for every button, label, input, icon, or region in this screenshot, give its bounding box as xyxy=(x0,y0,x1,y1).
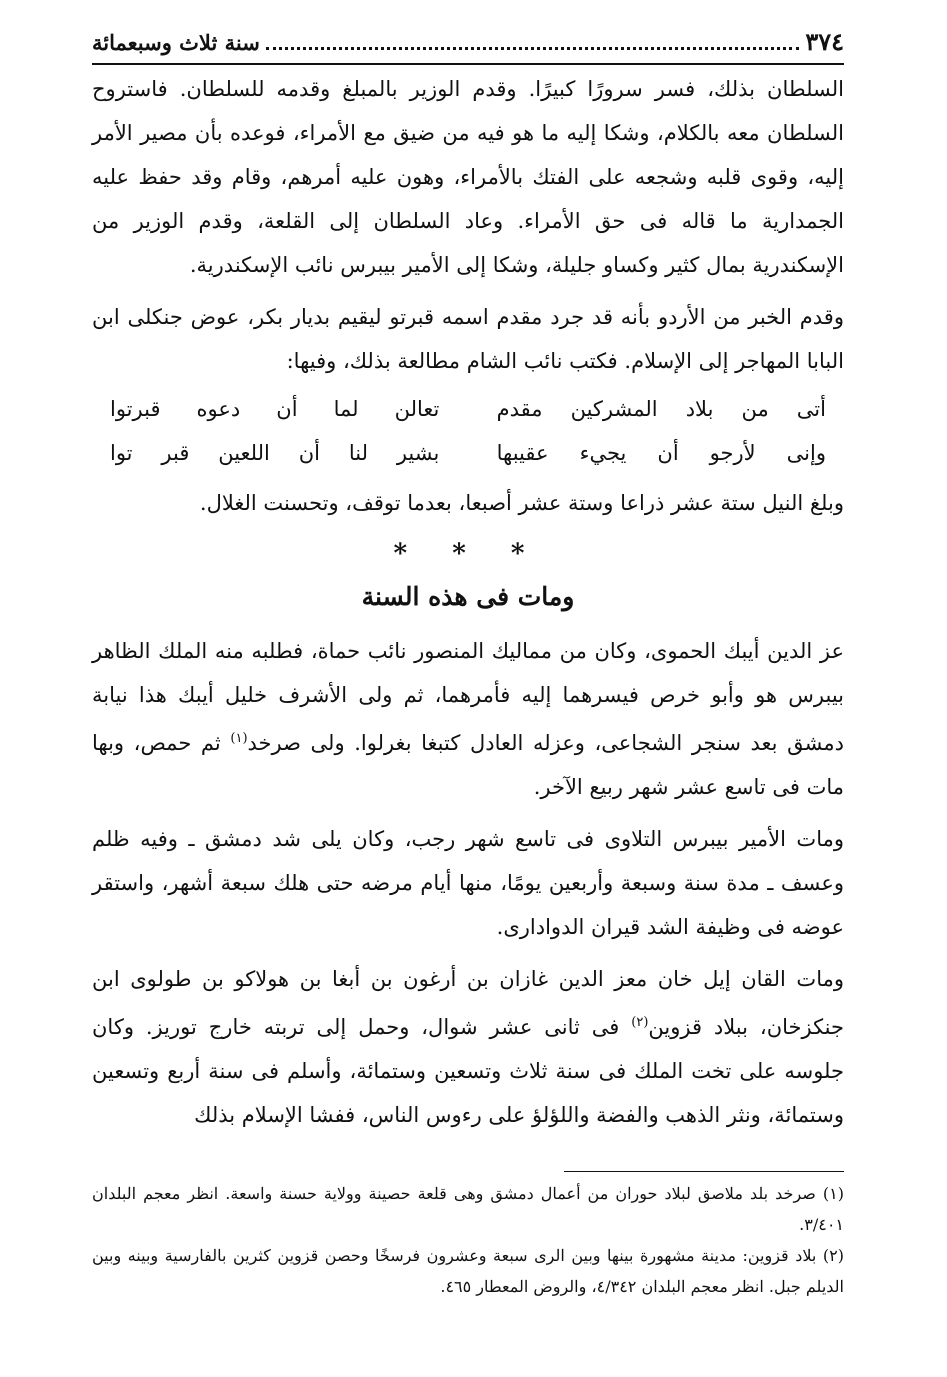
entry-text: ثم حمص، وبها مات فى تاسع عشر شهر ربيع الآخر. xyxy=(92,731,844,799)
running-title: سنة ثلاث وسبعمائة xyxy=(92,30,260,55)
entry-text: عز الدين أيبك الحموى، وكان من مماليك المنصور نائب حماة، فطلبه منه الملك الظاهر بيبرس هو وأبو خرص فيسرهما إليه فأمرهما، ثم ولى الأشرف خليل أيبك هذا نيابة دمشق بعد سنجر الشجاعى، وعزله العادل كتبغا بغرلوا. ولى صرخد xyxy=(92,639,844,755)
section-separator: * * * xyxy=(393,539,543,569)
header-dot-leader xyxy=(266,47,800,50)
verse-second-hemistich: تعالن لما أن دعوه قبرتوا xyxy=(110,397,440,421)
footnote-ref[interactable]: (١) xyxy=(230,731,248,746)
verse-first-hemistich: وإنى لأرجو أن يجيء عقيبها xyxy=(496,441,826,465)
verse-first-hemistich: أتى من بلاد المشركين مقدم xyxy=(496,397,826,421)
footnote-ref[interactable]: (٢) xyxy=(631,1015,649,1030)
death-entry xyxy=(92,629,844,809)
running-header xyxy=(92,28,844,65)
page-number: ٣٧٤ xyxy=(805,27,844,56)
book-page xyxy=(92,28,844,1302)
poem xyxy=(110,387,826,475)
footnote: (٢) بلاد قزوين: مدينة مشهورة بينها وبين الرى سبعة وعشرون فرسخًا وحصن قزوين كثرين بالفارسية وبينه وبين الديلم جبل. انظر معجم البلدان ٤/٣٤٢، والروض المعطار ٤٦٥. xyxy=(92,1246,844,1296)
body-paragraph: وقدم الخبر من الأردو بأنه قد جرد مقدم اسمه قبرتو ليقيم بديار بكر، عوض جنكلى ابن البابا المهاجر إلى الإسلام. فكتب نائب الشام مطالعة بذلك، وفيها: xyxy=(92,305,844,373)
footnote-divider xyxy=(564,1171,844,1172)
entry-text: فى ثانى عشر شوال، وحمل إلى تربته خارج توريز. وكان جلوسه على تخت الملك فى سنة ثلاث وتسعين وستمائة، وأسلم فى سنة أربع وتسعين وستمائة، ونثر الذهب والفضة واللؤلؤ على رءوس الناس، ففشا الإسلام بذلك xyxy=(92,1015,844,1127)
poem-verse xyxy=(110,431,826,475)
entry-text: ومات القان إيل خان معز الدين غازان بن أرغون بن أبغا بن هولاكو بن طولوى ابن جنكزخان، ببلاد قزوين xyxy=(92,967,844,1039)
footnote: (١) صرخد بلد ملاصق لبلاد حوران من أعمال دمشق وهى قلعة حصينة وولاية حسنة واسعة. انظر معجم البلدان ٣/٤٠١. xyxy=(92,1184,844,1234)
body-paragraph: وبلغ النيل ستة عشر ذراعا وستة عشر أصبعا، بعدما توقف، وتحسنت الغلال. xyxy=(199,491,844,515)
body-paragraph: السلطان بذلك، فسر سرورًا كبيرًا. وقدم الوزير بالمبلغ وقدمه للسلطان. فاستروح السلطان معه بالكلام، وشكا إليه ما هو فيه من ضيق مع الأمراء، فوعده بأن مصير الأمر إليه، وقوى قلبه وشجعه على الفتك بالأمراء، وهون عليه أمرهم، وقام وقد حفظ عليه الجمدارية ما قاله فى حق الأمراء. وعاد السلطان إلى القلعة، وقدم الوزير من الإسكندرية بمال كثير وكساو جليلة، وشكا إلى الأمير بيبرس نائب الإسكندرية. xyxy=(92,77,844,277)
section-title: ومات فى هذه السنة xyxy=(361,582,575,611)
verse-second-hemistich: بشير لنا أن اللعين قبر توا xyxy=(110,441,440,465)
poem-verse xyxy=(110,387,826,431)
death-entry xyxy=(92,957,844,1137)
death-entry xyxy=(92,817,844,949)
entry-text: ومات الأمير بيبرس التلاوى فى تاسع شهر رجب، وكان يلى شد دمشق ـ وفيه ظلم وعسف ـ مدة سنة وسبعة وأربعين يومًا، منها أيام مرضه حتى هلك سبعة أشهر، واستقر عوضه فى وظيفة الشد قيران الدوادارى. xyxy=(92,827,844,939)
